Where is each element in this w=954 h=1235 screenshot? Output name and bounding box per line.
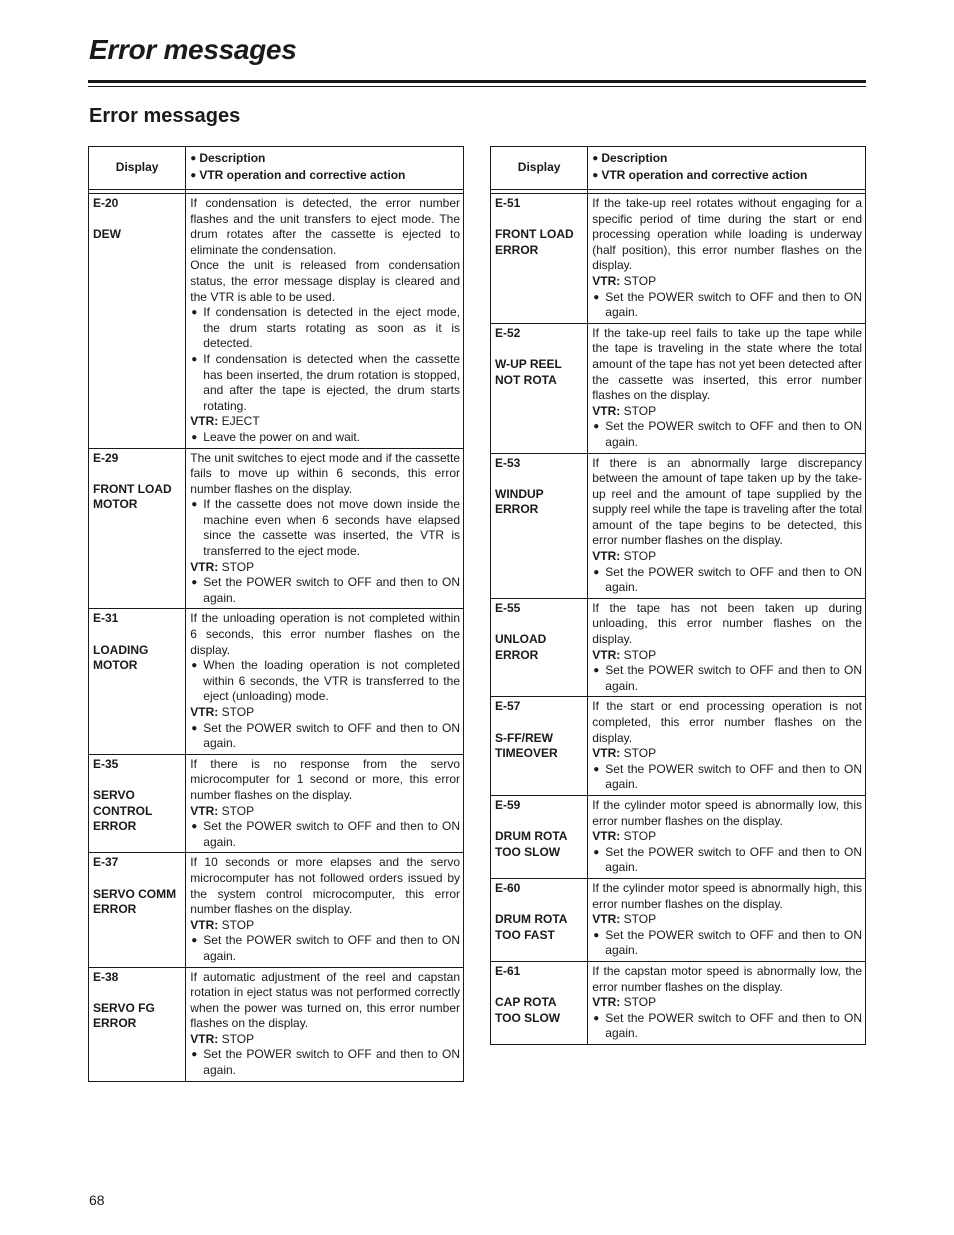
error-description-cell <box>588 878 866 961</box>
error-code: E-55 <box>495 600 521 615</box>
description-text: If the start or end processing operation is not completed, this error number flashes on the display. <box>592 699 862 745</box>
error-table-right <box>490 146 866 1045</box>
table-row <box>491 961 866 1044</box>
vtr-label: VTR: <box>190 803 219 818</box>
page-number: 68 <box>89 1192 105 1208</box>
error-name: DRUM ROTA TOO SLOW <box>495 829 568 859</box>
header-display: Display <box>491 147 588 190</box>
description-text: If the take-up reel rotates without engaging for a specific period of time during the start or end processing operation while loading is underway (half position), this error number flashes on the display. <box>592 196 862 273</box>
error-code: E-31 <box>93 611 119 626</box>
error-name: SERVO CONTROL ERROR <box>93 787 153 834</box>
error-name: UNLOAD ERROR <box>495 632 547 662</box>
error-name: SERVO FG ERROR <box>93 1000 155 1031</box>
vtr-operation <box>592 648 862 664</box>
description-text: If the cylinder motor speed is abnormally high, this error number flashes on the display. <box>592 880 862 911</box>
error-display-cell <box>89 967 186 1081</box>
vtr-label: VTR: <box>592 746 621 761</box>
error-code: E-20 <box>93 196 119 210</box>
corrective-action: ● Leave the power on and wait. <box>190 430 460 446</box>
header-display: Display <box>89 147 186 190</box>
error-name: LOADING MOTOR <box>93 642 149 673</box>
table-header <box>89 147 464 190</box>
vtr-value: STOP <box>623 273 657 288</box>
error-display-cell <box>89 194 186 449</box>
table-row <box>491 795 866 878</box>
vtr-label: VTR: <box>592 995 621 1010</box>
vtr-value: EJECT <box>221 414 260 429</box>
error-display-cell <box>491 795 588 878</box>
error-description-cell <box>186 448 464 609</box>
corrective-action: ● Set the POWER switch to OFF and then to ON again. <box>592 928 862 959</box>
vtr-label: VTR: <box>592 549 621 564</box>
error-name: FRONT LOAD MOTOR <box>93 481 172 512</box>
vtr-label: VTR: <box>190 1031 219 1046</box>
error-table-left-body <box>89 194 464 1082</box>
error-name: SERVO COMM ERROR <box>93 886 177 917</box>
corrective-action: ● Set the POWER switch to OFF and then to ON again. <box>190 721 460 752</box>
error-name: DEW <box>93 227 121 242</box>
description-text: If 10 seconds or more elapses and the servo microcomputer has not followed orders issued by the system control microcomputer, this error number flashes on the display. <box>190 855 460 917</box>
description-bullet: ● If the cassette does not move down inside the machine even when 6 seconds have elapsed since the cassette was inserted, the VTR is transferred to the eject mode. <box>190 497 460 559</box>
vtr-operation <box>592 829 862 845</box>
error-description-cell <box>588 795 866 878</box>
vtr-value: STOP <box>623 647 657 662</box>
error-display-cell <box>491 878 588 961</box>
header-description-label: ● Description <box>592 151 861 168</box>
error-description-cell <box>186 194 464 449</box>
vtr-value: STOP <box>623 995 657 1010</box>
corrective-action: ● Set the POWER switch to OFF and then to ON again. <box>592 845 862 876</box>
error-display-cell <box>491 697 588 796</box>
vtr-operation <box>190 560 460 576</box>
description-text: If the capstan motor speed is abnormally low, the error number flashes on the display. <box>592 963 862 994</box>
table-header <box>491 147 866 190</box>
error-table-right-body <box>491 194 866 1045</box>
error-code: E-37 <box>93 855 119 870</box>
vtr-value: STOP <box>221 1031 255 1046</box>
error-description-cell <box>588 194 866 324</box>
description-bullet: ● If condensation is detected when the cassette has been inserted, the drum rotation is stopped, and after the tape is ejected, the drum starts rotating. <box>190 352 460 414</box>
title-rule <box>88 80 866 83</box>
vtr-value: STOP <box>221 803 255 818</box>
corrective-action: ● Set the POWER switch to OFF and then to ON again. <box>592 663 862 694</box>
error-name: CAP ROTA TOO SLOW <box>495 995 561 1025</box>
error-display-cell <box>89 448 186 609</box>
vtr-value: STOP <box>221 917 255 932</box>
error-description-cell <box>588 598 866 697</box>
vtr-operation <box>592 746 862 762</box>
error-description-cell <box>588 453 866 598</box>
corrective-action: ● Set the POWER switch to OFF and then to ON again. <box>190 1047 460 1078</box>
vtr-operation <box>592 912 862 928</box>
error-description-cell <box>588 323 866 453</box>
error-display-cell <box>491 323 588 453</box>
vtr-label: VTR: <box>592 403 621 418</box>
error-code: E-60 <box>495 880 521 895</box>
description-text: If the cylinder motor speed is abnormally low, this error number flashes on the display. <box>592 797 862 828</box>
table-row <box>89 448 464 609</box>
description-bullet: ● If condensation is detected in the eject mode, the drum starts rotating as soon as it is detected. <box>190 305 460 352</box>
vtr-label: VTR: <box>190 917 219 932</box>
table-row <box>89 853 464 967</box>
error-name: W-UP REEL NOT ROTA <box>495 356 562 387</box>
vtr-label: VTR: <box>592 912 621 927</box>
vtr-operation <box>190 804 460 820</box>
vtr-operation <box>592 274 862 290</box>
vtr-operation <box>592 404 862 420</box>
table-row <box>89 194 464 449</box>
vtr-label: VTR: <box>592 273 621 288</box>
vtr-value: STOP <box>623 829 657 844</box>
error-description-cell <box>588 697 866 796</box>
error-description-cell <box>588 961 866 1044</box>
vtr-value: STOP <box>221 559 255 574</box>
corrective-action: ● Set the POWER switch to OFF and then to ON again. <box>592 762 862 793</box>
vtr-label: VTR: <box>592 829 621 844</box>
error-name: WINDUP ERROR <box>495 486 544 517</box>
description-text: If the tape has not been taken up during unloading, this error number flashes on the display. <box>592 600 862 647</box>
vtr-operation <box>190 705 460 721</box>
vtr-label: VTR: <box>592 647 621 662</box>
table-row <box>491 453 866 598</box>
vtr-operation <box>190 918 460 934</box>
error-display-cell <box>89 754 186 853</box>
vtr-label: VTR: <box>190 559 219 574</box>
description-text: Once the unit is released from condensation status, the error message display is cleared and the VTR is able to be used. <box>190 258 460 304</box>
vtr-operation <box>190 1032 460 1048</box>
vtr-value: STOP <box>623 746 657 761</box>
table-row <box>491 878 866 961</box>
description-bullet: ● When the loading operation is not completed within 6 seconds, the VTR is transferred to the eject (unloading) mode. <box>190 658 460 705</box>
table-row <box>491 598 866 697</box>
section-title: Error messages <box>89 105 241 127</box>
error-description-cell <box>186 754 464 853</box>
vtr-operation <box>190 414 460 430</box>
vtr-label: VTR: <box>190 705 219 719</box>
corrective-action: ● Set the POWER switch to OFF and then to ON again. <box>190 575 460 606</box>
description-text: If there is an abnormally large discrepancy between the amount of tape taken up by the take-up reel and the amount of tape supplied by the supply reel while the tape is traveling after the total amount of the tape begins to be detected, this error number flashes on the display. <box>592 455 862 548</box>
error-code: E-29 <box>93 450 119 465</box>
description-text: If the take-up reel fails to take up the tape while the tape is traveling in the state where the total amount of the tape has not yet been detected after the cassette was inserted, this error number flashes on the display. <box>592 325 862 403</box>
table-row <box>491 323 866 453</box>
error-name: FRONT LOAD ERROR <box>495 227 574 257</box>
table-row <box>491 697 866 796</box>
vtr-label: VTR: <box>190 414 219 429</box>
error-description-cell <box>186 609 464 754</box>
description-text: If automatic adjustment of the reel and capstan rotation in eject status was not performed correctly when the power was turned on, this error number flashes on the display. <box>190 969 460 1031</box>
error-display-cell <box>491 598 588 697</box>
table-row <box>89 609 464 754</box>
header-action-label: ● VTR operation and corrective action <box>592 168 861 185</box>
error-display-cell <box>89 853 186 967</box>
header-description <box>588 147 866 190</box>
error-description-cell <box>186 967 464 1081</box>
corrective-action: ● Set the POWER switch to OFF and then to ON again. <box>190 933 460 964</box>
vtr-operation <box>592 549 862 565</box>
header-description <box>186 147 464 190</box>
corrective-action: ● Set the POWER switch to OFF and then to ON again. <box>592 565 862 596</box>
error-code: E-51 <box>495 196 521 210</box>
error-code: E-59 <box>495 797 521 812</box>
description-text: If the unloading operation is not completed within 6 seconds, this error number flashes on the display. <box>190 611 460 657</box>
error-code: E-61 <box>495 963 521 978</box>
table-row <box>491 194 866 324</box>
error-code: E-53 <box>495 455 521 470</box>
corrective-action: ● Set the POWER switch to OFF and then to ON again. <box>592 290 862 321</box>
error-code: E-57 <box>495 699 521 714</box>
description-text: If there is no response from the servo microcomputer for 1 second or more, this error number flashes on the display. <box>190 756 460 802</box>
error-code: E-38 <box>93 969 119 984</box>
table-row <box>89 754 464 853</box>
error-code: E-52 <box>495 325 521 340</box>
header-action-label: ● VTR operation and corrective action <box>190 168 459 185</box>
error-name: DRUM ROTA TOO FAST <box>495 912 568 942</box>
error-display-cell <box>491 453 588 598</box>
corrective-action: ● Set the POWER switch to OFF and then to ON again. <box>592 419 862 450</box>
error-table-left <box>88 146 464 1082</box>
description-text: If condensation is detected, the error number flashes and the unit transfers to eject mode. The drum rotates after the cassette is ejected to eliminate the condensation. <box>190 196 460 257</box>
table-row <box>89 967 464 1081</box>
vtr-value: STOP <box>221 705 255 719</box>
error-name: S-FF/REW TIMEOVER <box>495 730 558 761</box>
error-display-cell <box>89 609 186 754</box>
title-rule-thin <box>88 86 866 87</box>
vtr-value: STOP <box>623 403 657 418</box>
error-code: E-35 <box>93 756 119 771</box>
vtr-value: STOP <box>623 912 657 927</box>
vtr-value: STOP <box>623 549 657 564</box>
error-display-cell <box>491 961 588 1044</box>
page-title: Error messages <box>89 34 297 65</box>
error-description-cell <box>186 853 464 967</box>
description-text: The unit switches to eject mode and if the cassette fails to move up within 6 seconds, this error number flashes on the display. <box>190 450 460 496</box>
error-display-cell <box>491 194 588 324</box>
corrective-action: ● Set the POWER switch to OFF and then to ON again. <box>592 1011 862 1042</box>
header-description-label: ● Description <box>190 151 459 168</box>
corrective-action: ● Set the POWER switch to OFF and then to ON again. <box>190 819 460 850</box>
vtr-operation <box>592 995 862 1011</box>
